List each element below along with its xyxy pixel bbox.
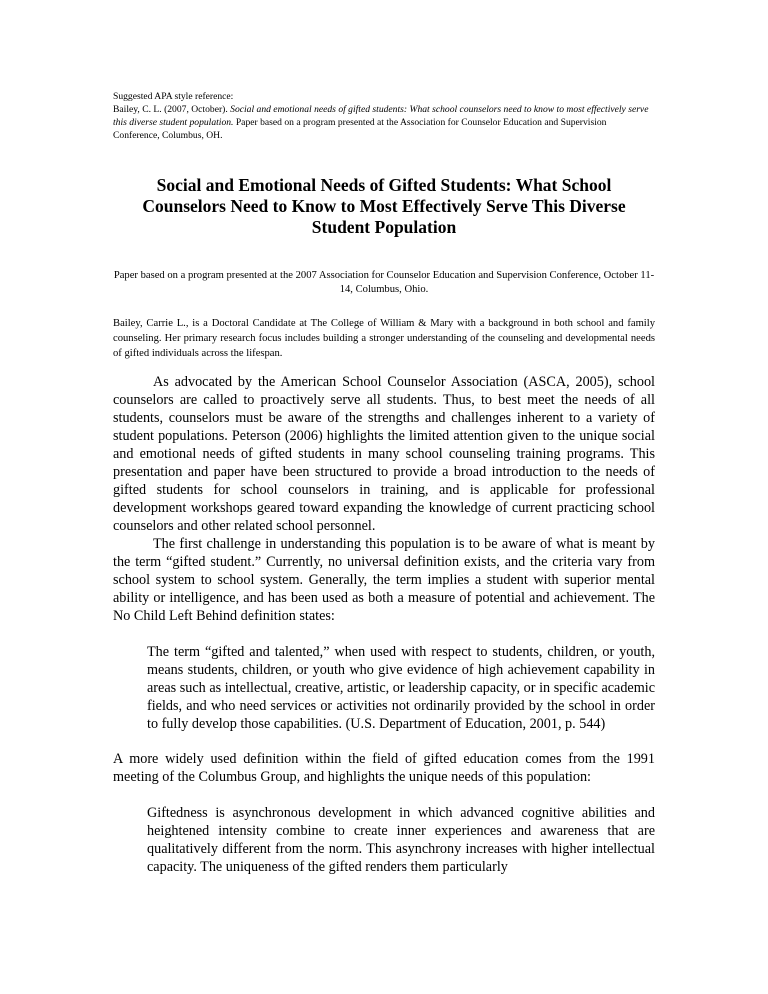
paragraph-1: As advocated by the American School Counselor Association (ASCA, 2005), school counselors are called to proactively serve all students. Thus, to best meet the needs of all students, counselors must be aware of the strengths and challenges inherent to a variety of student populations. Peterson (2006) highlights the limited attention given to the unique social and emotional needs of gifted students in many school counseling training programs. This presentation and paper have been structured to provide a broad introduction to the needs of gifted students for school counselors in training, and is applicable for professional development workshops geared toward expanding the knowledge of current practicing school counselors and other related school personnel. (113, 374, 655, 534)
citation-title: Social and emotional needs of gifted students: What school counselors need to know to most effectively serve this diverse student population. (113, 104, 649, 128)
reference-label: Suggested APA style reference: (113, 91, 234, 102)
paragraph-3: A more widely used definition within the field of gifted education comes from the 1991 meeting of the Columbus Group, and highlights the unique needs of this population: (113, 751, 655, 785)
citation-venue: Paper based on a program presented at the Association for Counselor Education and Supervision Conference, Columbus, OH. (113, 117, 607, 141)
apa-reference (113, 90, 655, 142)
body-text (113, 373, 655, 876)
author-bio: Bailey, Carrie L., is a Doctoral Candidate at The College of William & Mary with a background in both school and family counseling. Her primary research focus includes building a stronger understanding of the counseling and developmental needs of gifted individuals across the lifespan. (113, 318, 655, 359)
citation-authors: Bailey, C. L. (2007, October). (113, 104, 231, 115)
paper-title: Social and Emotional Needs of Gifted Students: What School Counselors Need to Know to Most Effectively Serve This Diverse Student Population (142, 175, 626, 237)
reference-citation (113, 103, 655, 142)
block-quote-1: The term “gifted and talented,” when used with respect to students, children, or youth, means students, children, or youth who give evidence of high achievement capability in areas such as intellectual, creative, artistic, or leadership capacity, or in specific academic fields, and who need services or activities not ordinarily provided by the school in order to fully develop those capabilities. (U.S. Department of Education, 2001, p. 544) (147, 644, 655, 732)
paragraph-2: The first challenge in understanding this population is to be aware of what is meant by the term “gifted student.” Currently, no universal definition exists, and the criteria vary from school system to school system. Generally, the term implies a student with superior mental ability or intelligence, and has been used as both a measure of potential and achievement. The No Child Left Behind definition states: (113, 536, 655, 624)
paper-subtitle: Paper based on a program presented at the 2007 Association for Counselor Education and Supervision Conference, October 11-14, Columbus, Ohio. (113, 270, 655, 295)
block-quote-2: Giftedness is asynchronous development in which advanced cognitive abilities and heightened intensity combine to create inner experiences and awareness that are qualitatively different from the norm. This asynchrony increases with higher intellectual capacity. The uniqueness of the gifted renders them particularly (147, 805, 655, 875)
